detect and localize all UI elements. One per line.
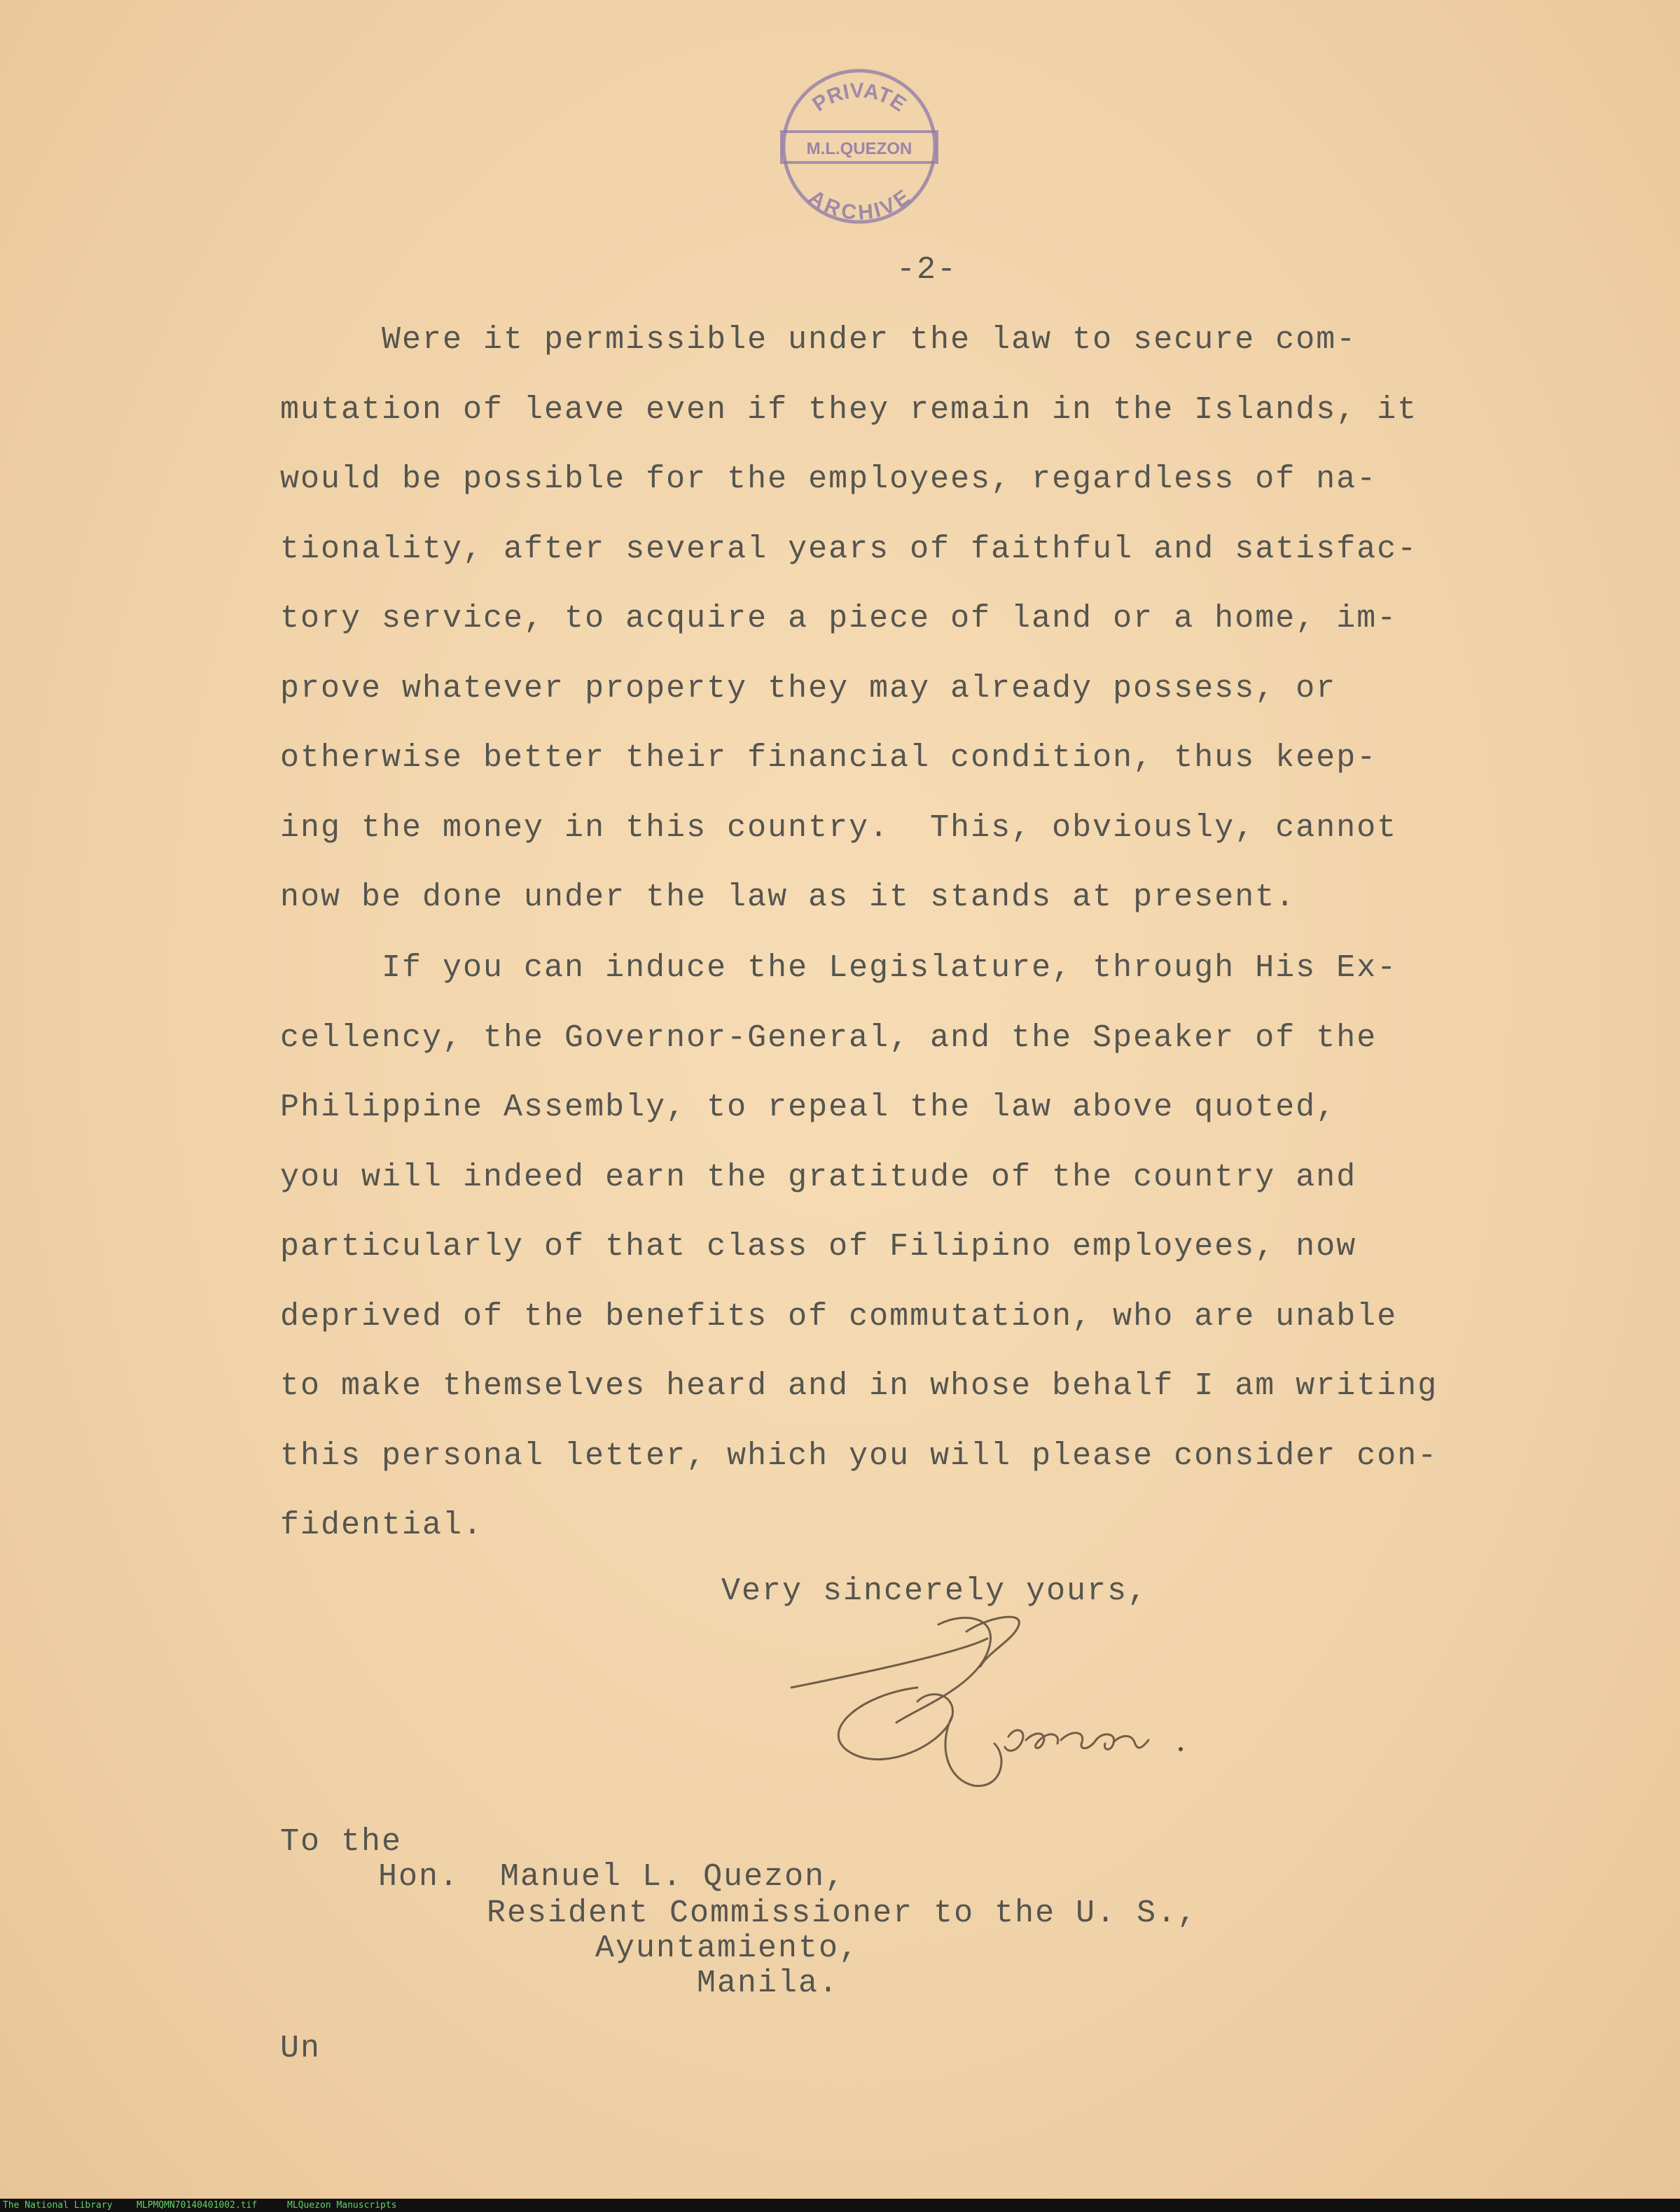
paragraph2-line: this personal letter, which you will please consider con-: [280, 1438, 1438, 1474]
paragraph2-line: Philippine Assembly, to repeal the law above quoted,: [280, 1090, 1337, 1125]
footer-library: The National Library: [3, 2200, 113, 2211]
paragraph2-line: cellency, the Governor-General, and the Speaker of the: [280, 1020, 1377, 1056]
paragraph2-line: you will indeed earn the gratitude of the country and: [280, 1160, 1357, 1195]
private-archive-stamp: [777, 67, 941, 225]
footer-filename: MLPMQMN70140401002.tif: [137, 2200, 258, 2211]
paragraph2-line: to make themselves heard and in whose behalf I am writing: [280, 1368, 1438, 1404]
paragraph1-line: otherwise better their financial condition, thus keep-: [280, 740, 1377, 776]
address-line-5: Manila.: [697, 1966, 840, 2001]
page-number: -2-: [896, 252, 958, 288]
address-line-3: Resident Commissioner to the U. S.,: [487, 1895, 1198, 1931]
paragraph1-line: prove whatever property they may already possess, or: [280, 671, 1337, 707]
address-line-2: Hon. Manuel L. Quezon,: [378, 1859, 846, 1895]
address-line-1: To the: [280, 1824, 403, 1860]
closing: Very sincerely yours,: [721, 1573, 1148, 1609]
stamp-top-text: PRIVATE: [808, 78, 910, 117]
scan-footer-bar: [0, 2199, 1680, 2212]
paragraph2-line: deprived of the benefits of commutation, who are unable: [280, 1299, 1398, 1335]
footer-collection: MLQuezon Manuscripts: [287, 2200, 397, 2211]
paragraph1-line: Were it permissible under the law to secure com-: [280, 322, 1357, 358]
paragraph2-line: If you can induce the Legislature, through His Ex-: [280, 950, 1398, 986]
paragraph1-line: mutation of leave even if they remain in the Islands, it: [280, 392, 1418, 428]
paragraph1-line: now be done under the law as it stands at present.: [280, 879, 1296, 915]
typist-initials: Un: [280, 2031, 321, 2066]
paragraph2-line: fidential.: [280, 1508, 484, 1543]
svg-text:PRIVATE: [808, 79, 910, 116]
svg-text:ARCHIVE: [805, 186, 914, 225]
stamp-bottom-text: ARCHIVE: [804, 185, 915, 225]
signature-quezon: [777, 1611, 1226, 1793]
paragraph1-line: tionality, after several years of faithful and satisfac-: [280, 531, 1418, 567]
paragraph2-line: particularly of that class of Filipino employees, now: [280, 1229, 1357, 1265]
paragraph1-line: ing the money in this country. This, obviously, cannot: [280, 810, 1398, 846]
stamp-middle-text: M.L.QUEZON: [806, 139, 912, 158]
paragraph1-line: would be possible for the employees, regardless of na-: [280, 461, 1377, 497]
paragraph1-line: tory service, to acquire a piece of land or a home, im-: [280, 601, 1398, 637]
address-line-4: Ayuntamiento,: [595, 1931, 860, 1966]
